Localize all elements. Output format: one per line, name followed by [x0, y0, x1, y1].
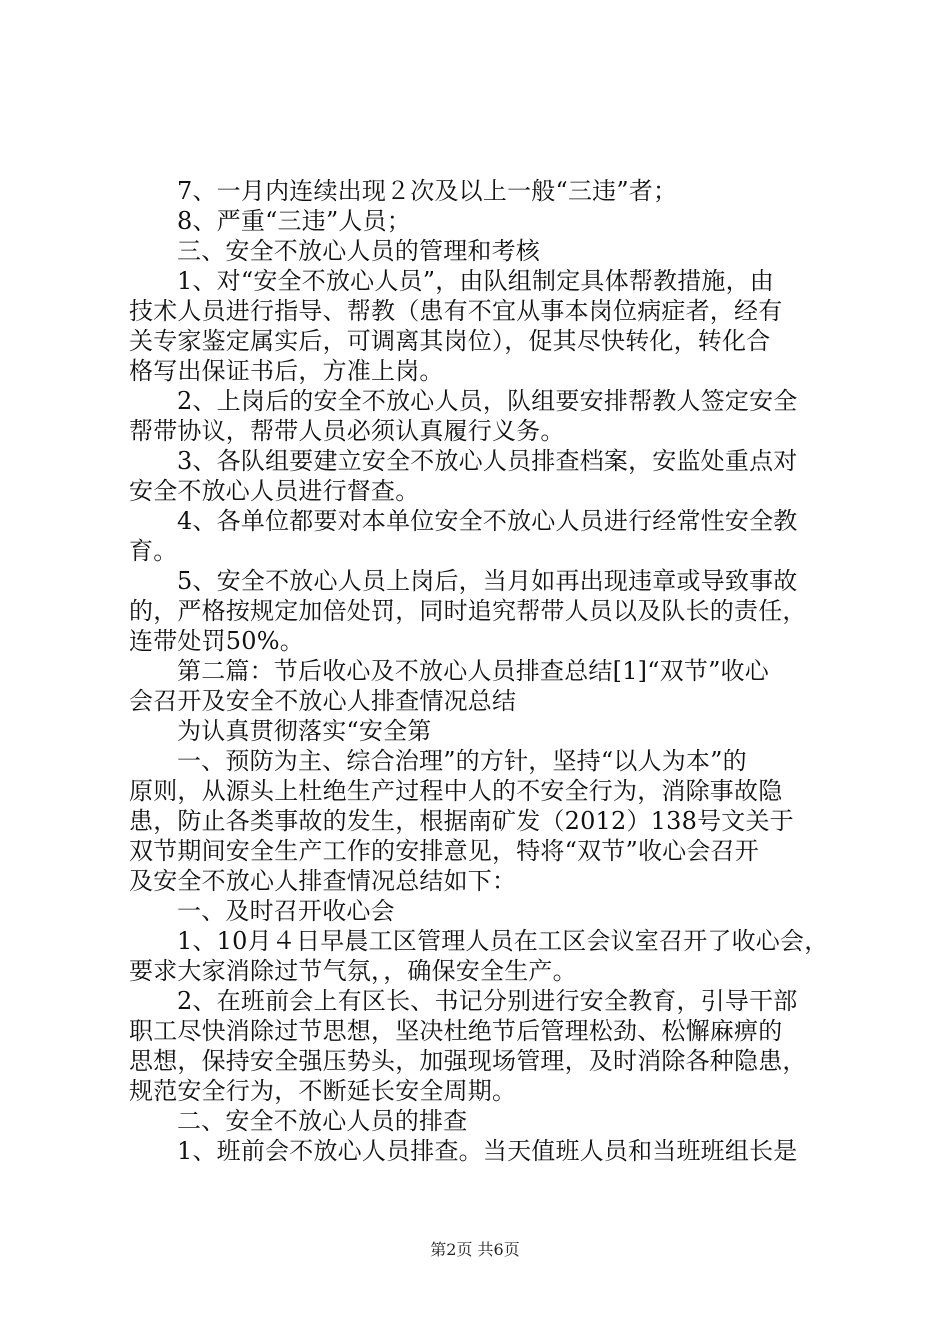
- document-line: 二、安全不放心人员的排查: [177, 1107, 468, 1135]
- page-number-footer: 第2页 共6页: [430, 1240, 520, 1259]
- document-line: 患，防止各类事故的发生，根据南矿发（2012）138号文关于: [129, 807, 794, 835]
- document-line: 7、一月内连续出现２次及以上一般“三违”者；: [177, 177, 678, 205]
- document-line: 1、10月４日早晨工区管理人员在工区会议室召开了收心会，: [177, 927, 829, 955]
- document-line: 职工尽快消除过节思想，坚决杜绝节后管理松劲、松懈麻痹的: [129, 1017, 783, 1045]
- document-line: 一、及时召开收心会: [177, 897, 395, 925]
- document-line: 为认真贯彻落实“安全第: [177, 717, 432, 745]
- document-body: [129, 176, 839, 1166]
- document-line: 技术人员进行指导、帮教（患有不宜从事本岗位病症者，经有: [129, 297, 783, 325]
- document-line: 第二篇：节后收心及不放心人员排查总结[1]“双节”收心: [177, 657, 769, 685]
- document-line: 原则，从源头上杜绝生产过程中人的不安全行为，消除事故隐: [129, 777, 783, 805]
- document-line: 三、安全不放心人员的管理和考核: [177, 237, 540, 265]
- document-line: 会召开及安全不放心人排查情况总结: [129, 687, 517, 715]
- document-line: 规范安全行为，不断延长安全周期。: [129, 1077, 517, 1105]
- document-line: 1、班前会不放心人员排查。当天值班人员和当班班组长是: [177, 1137, 798, 1165]
- document-line: 帮带协议，帮带人员必须认真履行义务。: [129, 417, 565, 445]
- document-line: 4、各单位都要对本单位安全不放心人员进行经常性安全教: [177, 507, 798, 535]
- document-line: 5、安全不放心人员上岗后，当月如再出现违章或导致事故: [177, 567, 798, 595]
- document-line: 连带处罚50%。: [129, 627, 304, 655]
- document-line: 格写出保证书后，方准上岗。: [129, 357, 444, 385]
- document-line: 关专家鉴定属实后，可调离其岗位），促其尽快转化，转化合: [129, 327, 771, 355]
- document-line: 2、在班前会上有区长、书记分别进行安全教育，引导干部: [177, 987, 798, 1015]
- document-line: 2、上岗后的安全不放心人员，队组要安排帮教人签定安全: [177, 387, 798, 415]
- document-line: 一、预防为主、综合治理”的方针，坚持“以人为本”的: [177, 747, 747, 775]
- document-line: 双节期间安全生产工作的安排意见，特将“双节”收心会召开: [129, 837, 759, 865]
- document-line: 8、严重“三违”人员；: [177, 207, 412, 235]
- document-line: 及安全不放心人排查情况总结如下：: [129, 867, 517, 895]
- document-line: 3、各队组要建立安全不放心人员排查档案，安监处重点对: [177, 447, 798, 475]
- document-line: 的，严格按规定加倍处罚，同时追究帮带人员以及队长的责任，: [129, 597, 807, 625]
- document-line: 要求大家消除过节气氛，，确保安全生产。: [129, 957, 577, 985]
- document-line: 安全不放心人员进行督查。: [129, 477, 420, 505]
- document-line: 1、对“安全不放心人员”，由队组制定具体帮教措施，由: [177, 267, 775, 295]
- document-line: 思想，保持安全强压势头，加强现场管理，及时消除各种隐患，: [129, 1047, 807, 1075]
- document-line: 育。: [129, 537, 178, 565]
